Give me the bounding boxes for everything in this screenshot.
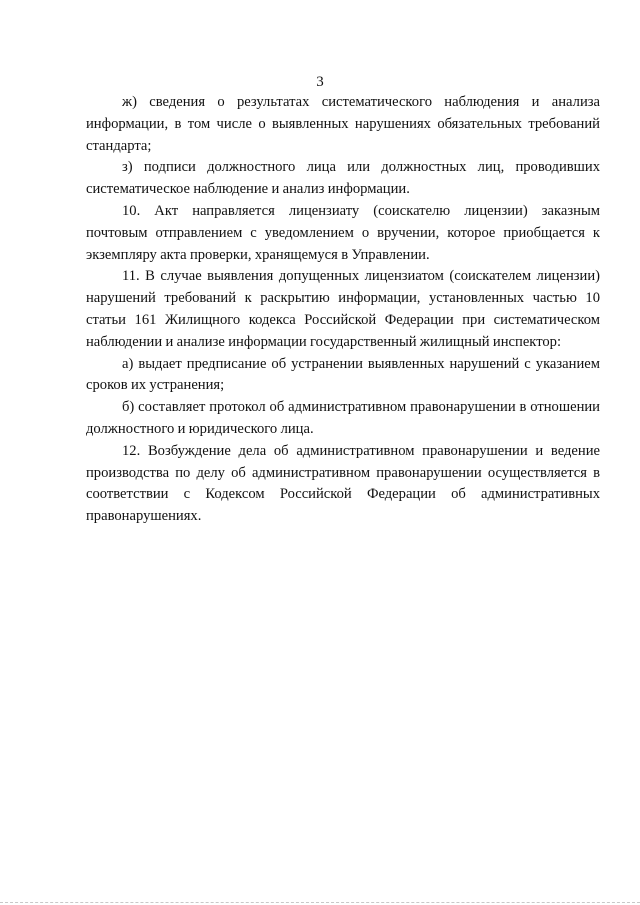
scan-edge-divider [0, 902, 640, 903]
paragraph-12-proceedings: 12. Возбуждение дела об административном правонарушении и ведение производства по делу об административном правонарушении осуществляется в соответствии с Кодексом Российской Федерации об административных правонарушениях. [86, 442, 600, 525]
paragraph-a-order: а) выдает предписание об устранении выявленных нарушений с указанием сроков их устранения; [86, 355, 600, 394]
document-body [86, 92, 600, 528]
page-number: 3 [316, 74, 324, 90]
paragraph-z-signatures: з) подписи должностного лица или должностных лиц, проводивших систематическое наблюдение и анализ информации. [86, 159, 600, 198]
paragraph-11-violations: 11. В случае выявления допущенных лицензиатом (соискателем лицензии) нарушений требований к раскрытию информации, установленных частью 10 статьи 161 Жилищного кодекса Российской Федерации при систематическом наблюдении и анализе информации государственный жилищный инспектор: [86, 268, 600, 350]
paragraph-10-act-delivery: 10. Акт направляется лицензиату (соискателю лицензии) заказным почтовым отправлением с уведомлением о вручении, которое приобщается к экземпляру акта проверки, хранящемуся в Управлении. [86, 202, 600, 263]
paragraph-zh-findings: ж) сведения о результатах систематического наблюдения и анализа информации, в том числе о выявленных нарушениях обязательных требований стандарта; [86, 94, 600, 154]
paragraph-b-protocol: б) составляет протокол об административном правонарушении в отношении должностного и юридического лица. [86, 399, 600, 437]
